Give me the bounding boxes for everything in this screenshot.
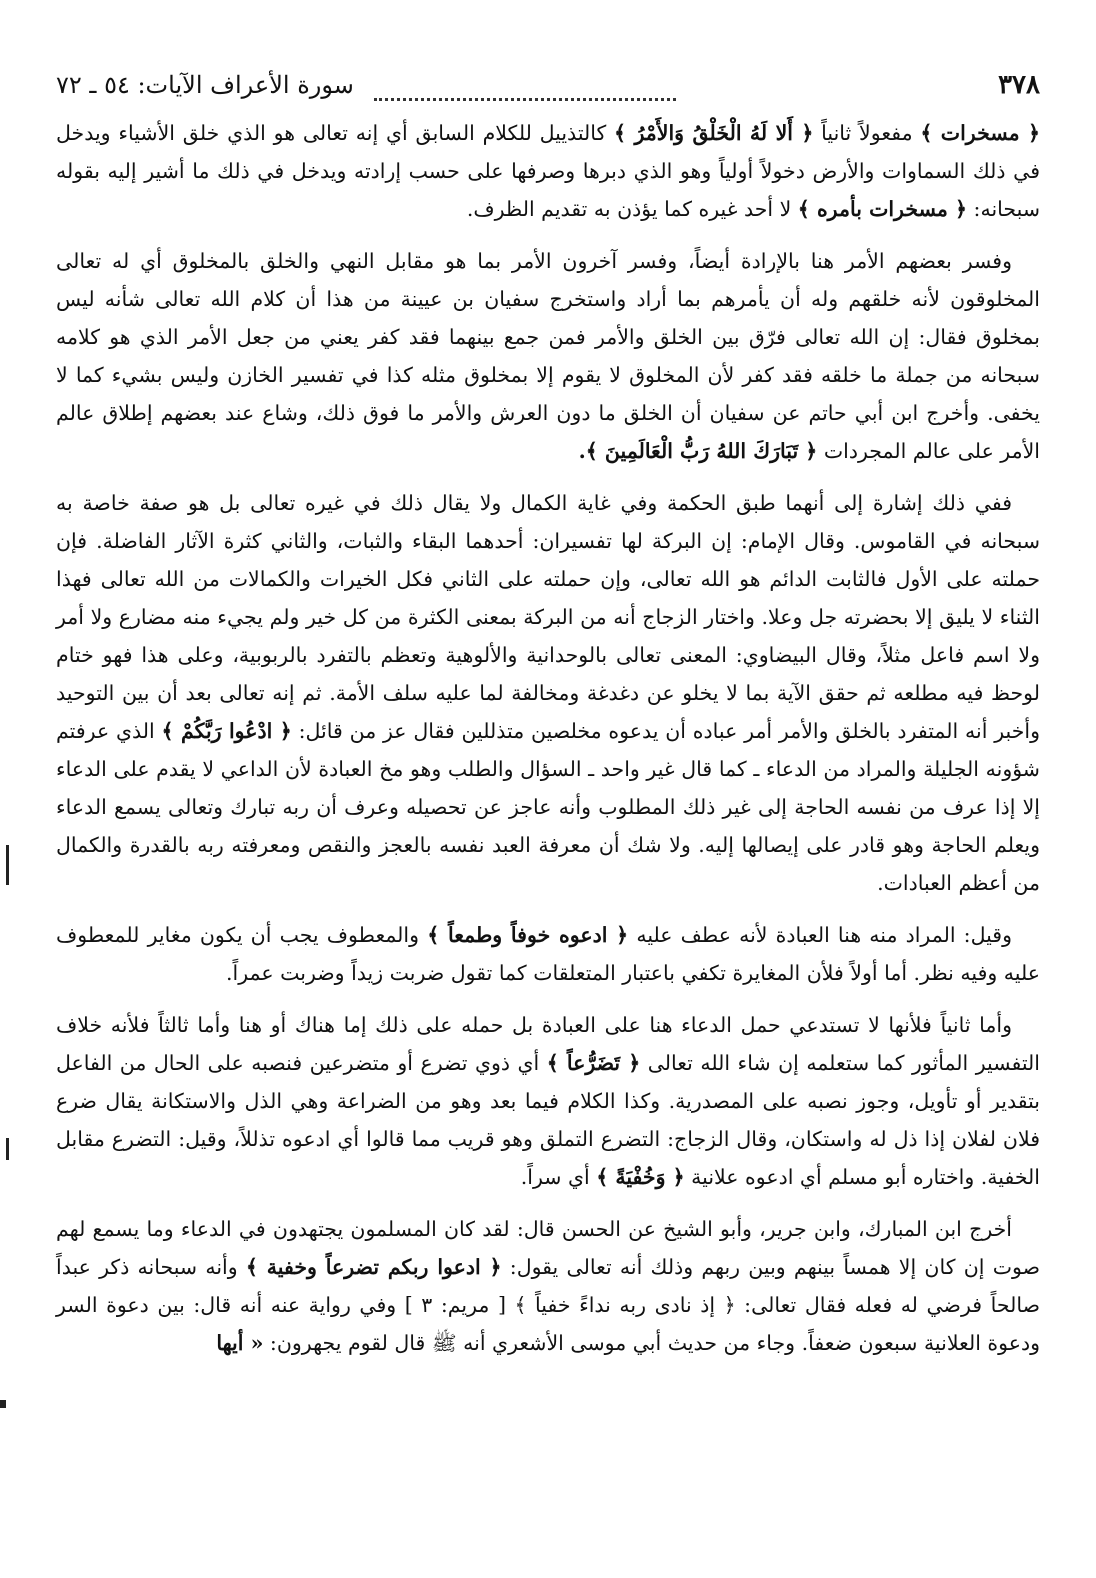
body-text (56, 114, 1040, 1362)
text-run: وأنه سبحانه ذكر عبداً صالحاً فرضي له فعله فقال تعالى: ﴿ إذ نادى ربه نداءً خفياً ﴾ [ مريم: ٣ ] وفي رواية عنه أنه قال: بين دعوة السر ودعوة العلانية سبعون ضعفاً. وجاء من حديث أبي موسى الأشعري أنه ﷺ قال لقوم يجهرون: (56, 1255, 1041, 1355)
text-run: أي سراً. (520, 1165, 597, 1189)
quran-quote: « أيها (216, 1331, 264, 1355)
quran-quote: ﴿ ادعوه خوفاً وطمعاً ﴾ (427, 923, 629, 947)
text-run: وقيل: المراد منه هنا العبادة لأنه عطف عليه (628, 923, 1012, 947)
text-run: مفعولاً ثانياً (813, 121, 921, 145)
text-run: لا أحد غيره كما يؤذن به تقديم الظرف. (466, 197, 798, 221)
quran-quote: ﴿ ادعوا ربكم تضرعاً وخفية ﴾ (245, 1255, 502, 1279)
text-run: الذي عرفتم شؤونه الجليلة والمراد من الدعاء ـ كما قال غير واحد ـ السؤال والطلب وهو مخ العبادة لأن الداعي لا يقدم على الدعاء إلا إذا عرف من نفسه الحاجة إلى غير ذلك المطلوب وأنه عاجز عن تحصيله وعرف أن ربه تبارك وتعالى يسمع الدعاء ويعلم الحاجة وهو قادر على إيصالها إليه. ولا شك أن معرفة العبد نفسه بالعجز والنقص ومعرفته ربه بالقدرة والكمال من أعظم العبادات. (56, 719, 1040, 895)
paragraph (56, 242, 1040, 470)
quran-quote: ﴿ ادْعُوا رَبَّكُمْ ﴾ (161, 719, 292, 743)
margin-mark (6, 1138, 9, 1160)
paragraph (56, 916, 1040, 992)
paragraph (56, 484, 1040, 902)
quran-quote: ﴿ مسخرات ﴾ (920, 121, 1041, 145)
running-title: سورة الأعراف الآيات: ٥٤ ـ ٧٢ (55, 71, 354, 99)
margin-mark (6, 845, 9, 885)
margin-mark (0, 1400, 6, 1408)
text-run: أخرج ابن المبارك، وابن جرير، وأبو الشيخ عن الحسن قال: لقد كان المسلمون يجتهدون في الدعاء وما يسمع لهم صوت إن كان إلا همساً بينهم وبين ربهم وذلك أنه تعالى يقول: (56, 1217, 1041, 1279)
text-run: والمعطوف يجب أن يكون مغاير للمعطوف عليه وفيه نظر. أما أولاً فلأن المغايرة تكفي باعتبار المتعلقات كما تقول ضربت زيداً وضربت عمراً. (56, 923, 1040, 985)
text-run: ففي ذلك إشارة إلى أنهما طبق الحكمة وفي غاية الكمال ولا يقال ذلك في غيره تعالى بل هو صفة خاصة به سبحانه في القاموس. وقال الإمام: إن البركة لها تفسيران: أحدهما البقاء والثبات، والثاني كثرة الآثار الفاضلة. فإن حملته على الأول فالثابت الدائم هو الله تعالى، وإن حملته على الثاني فكل الخيرات والكمالات من الله تعالى فهذا الثناء لا يليق إلا بحضرته جل وعلا. واختار الزجاج أنه من البركة بمعنى الكثرة من كل خير ولم يجيء منه مضارع ولا أمر ولا اسم فاعل مثلاً، وقال البيضاوي: المعنى تعالى بالوحدانية والألوهية وتعظم بالتفرد بالربوبية، وعلى هذا فهو ختام لوحظ فيه مطلعه ثم حقق الآية بما لا يخلو عن دغدغة ومخالفة لما عليه سلف الأمة. ثم إنه تعالى بعد أن بين التوحيد وأخبر أنه المتفرد بالخلق والأمر أمر عباده أن يدعوه مخلصين متذللين فقال عز من قائل: (56, 491, 1041, 743)
header-dotted-rule (374, 84, 676, 101)
quran-quote: ﴿ تَضَرُّعاً ﴾ (546, 1051, 641, 1075)
text-run: وأما ثانياً فلأنها لا تستدعي حمل الدعاء هنا على العبادة بل حمله على ذلك إما هناك أو هنا وأما ثالثاً فلأنه خلاف التفسير المأثور كما ستعلمه إن شاء الله تعالى (56, 1013, 1041, 1075)
quran-quote: ﴿ أَلا لَهُ الْخَلْقُ وَالأَمْرُ ﴾ (614, 121, 814, 145)
text-run: كالتذييل للكلام السابق أي إنه تعالى هو الذي خلق الأشياء ويدخل في ذلك السماوات والأرض دخولاً أولياً وهو الذي دبرها وصرفها على حسب إرادته ويدخل في ذلك ما أشير إليه بقوله سبحانه: (56, 121, 1040, 221)
paragraph (56, 1006, 1040, 1196)
paragraph (56, 1210, 1040, 1362)
running-head (56, 70, 1040, 114)
text-run: وفسر بعضهم الأمر هنا بالإرادة أيضاً، وفسر آخرون الأمر بما هو مقابل النهي والخلق بالمخلوق أي له تعالى المخلوقون لأنه خلقهم وله أن يأمرهم بما أراد واستخرج سفيان بن عيينة من هذا أن كلام الله تعالى شأنه ليس بمخلوق فقال: إن الله تعالى فرّق بين الخلق والأمر فمن جمع بينهما فقد كفر يعني من جعل الأمر الذي هو كلامه سبحانه من جملة ما خلقه فقد كفر لأن المخلوق لا يقوم إلا بمخلوق مثله كذا في تفسير الخازن وليس بشيء كما لا يخفى. وأخرج ابن أبي حاتم عن سفيان أن الخلق ما دون العرش والأمر ما فوق ذلك، وشاع عند بعضهم إطلاق عالم الأمر على عالم المجردات (56, 249, 1040, 463)
paragraph (56, 114, 1040, 228)
text-run: أي ذوي تضرع أو متضرعين فنصبه على الحال من الفاعل بتقدير أو تأويل، وجوز نصبه على المصدرية. وكذا الكلام فيما بعد وهو من الضراعة وهي الذل والاستكانة يقال ضرع فلان لفلان إذا ذل له واستكان، وقال الزجاج: التضرع التملق وهو قريب مما قالوا أي ادعوه تذللاً، وقيل: التضرع مقابل الخفية. واختاره أبو مسلم أي ادعوه علانية (56, 1051, 1040, 1189)
quran-quote: ﴿ تَبَارَكَ اللهُ رَبُّ الْعَالَمِينَ ﴾. (578, 439, 818, 463)
quran-quote: ﴿ وَخُفْيَةً ﴾ (596, 1165, 685, 1189)
quran-quote: ﴿ مسخرات بأمره ﴾ (797, 197, 968, 221)
page-number: ٣٧٨ (998, 70, 1040, 100)
